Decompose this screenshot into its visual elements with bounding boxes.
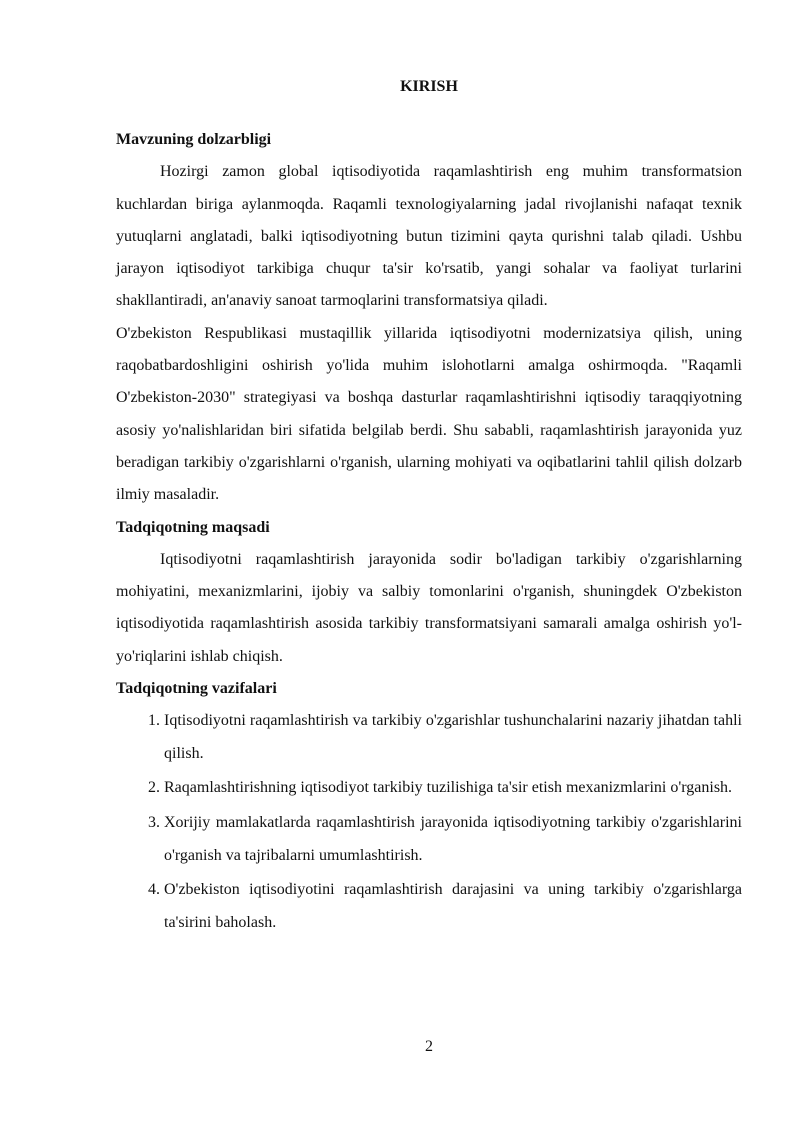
page-title: KIRISH <box>400 78 458 95</box>
paragraph-relevance-1: Hozirgi zamon global iqtisodiyotida raqamlashtirish eng muhim transformatsion kuchlardan biriga aylanmoqda. Raqamli texnologiyalarning jadal rivojlanishi nafaqat texnik yutuqlarni anglatadi, balki iqtisodiyotning butun tizimini qayta qurishni talab qiladi. Ushbu jarayon iqtisodiyot tarkibiga chuqur ta'sir ko'rsatib, yangi sohalar va faoliyat turlarini shakllantiradi, an'anaviy sanoat tarmoqlarini transformatsiya qiladi. <box>116 163 742 310</box>
document-page <box>116 70 742 941</box>
section-heading-goal: Tadqiqotning maqsadi <box>116 518 270 536</box>
section-heading-relevance: Mavzuning dolzarbligi <box>116 131 272 148</box>
list-item: 4. O'zbekiston iqtisodiyotini raqamlashtirish darajasini va uning tarkibiy o'zgarishlarga ta'sirini baholash. <box>164 874 742 939</box>
section-heading-tasks: Tadqiqotning vazifalari <box>116 680 277 698</box>
paragraph-goal: Iqtisodiyotni raqamlashtirish jarayonida sodir bo'ladigan tarkibiy o'zgarishlarning mohiyatini, mexanizmlarini, ijobiy va salbiy tomonlarini o'rganish, shuningdek O'zbekiston iqtisodiyotida raqamlashtirish asosida tarkibiy transformatsiyani samarali amalga oshirish yo'l-yo'riqlarini ishlab chiqish. <box>116 550 742 665</box>
list-item: 3. Xorijiy mamlakatlarda raqamlashtirish jarayonida iqtisodiyotning tarkibiy o'zgarishlarini o'rganish va tajribalarni umumlashtirish. <box>164 807 742 872</box>
list-item: 2. Raqamlashtirishning iqtisodiyot tarkibiy tuzilishiga ta'sir etish mexanizmlarini o'rganish. <box>164 772 742 804</box>
page-number: 2 <box>425 1038 433 1055</box>
paragraph-relevance-2: O'zbekiston Respublikasi mustaqillik yillarida iqtisodiyotni modernizatsiya qilish, uning raqobatbardoshligini oshirish yo'lida muhim islohotlarni amalga oshirmoqda. "Raqamli O'zbekiston-2030" strategiyasi va boshqa dasturlar raqamlashtirishni iqtisodiy taraqqiyotning asosiy yo'nalishlaridan biri sifatida belgilab berdi. Shu sababli, raqamlashtirish jarayonida yuz beradigan tarkibiy o'zgarishlarni o'rganish, ularning mohiyati va oqibatlarini tahlil qilish dolzarb ilmiy masaladir. <box>116 324 742 504</box>
list-item: 1. Iqtisodiyotni raqamlashtirish va tarkibiy o'zgarishlar tushunchalarini nazariy jihatdan tahli qilish. <box>164 705 742 770</box>
tasks-list <box>116 705 742 939</box>
